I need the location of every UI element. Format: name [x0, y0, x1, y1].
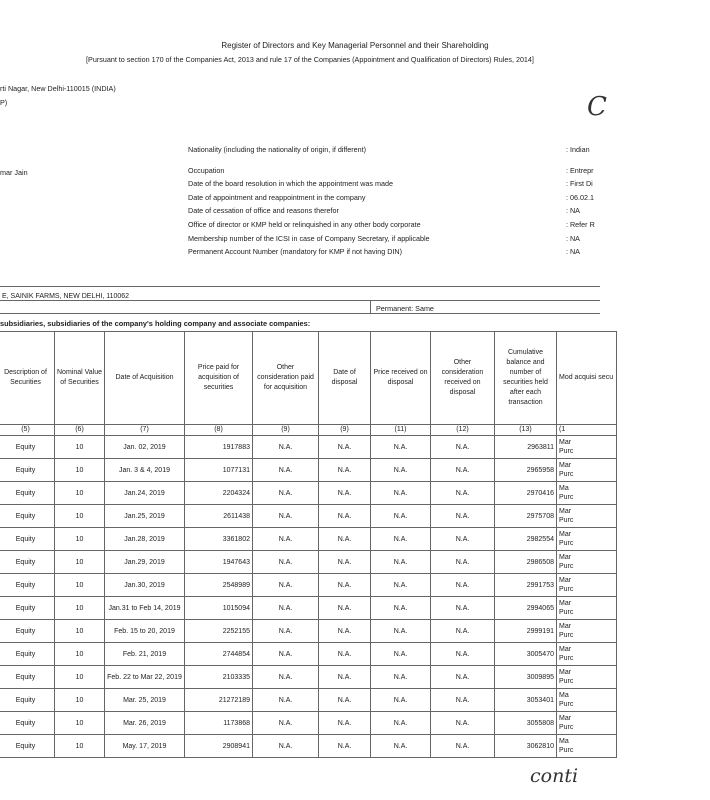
cell-price-received: N.A. — [371, 689, 431, 712]
mode-line-2: Purc — [559, 747, 574, 754]
cell-cumulative-balance: 3055808 — [495, 712, 557, 735]
cell-price-paid: 1947643 — [185, 551, 253, 574]
detail-label: Membership number of the ICSI in case of Company Secretary, if applicable — [188, 234, 430, 243]
cell-date-disposal: N.A. — [319, 436, 371, 459]
header-other-received: Other consideration received on disposal — [431, 332, 495, 425]
cell-price-received: N.A. — [371, 574, 431, 597]
mode-line-2: Purc — [559, 586, 574, 593]
table-row — [0, 574, 617, 597]
cell-other-received: N.A. — [431, 482, 495, 505]
cell-price-paid: 2908941 — [185, 735, 253, 758]
cell-date-acquisition: Jan.30, 2019 — [105, 574, 185, 597]
header-cumulative-balance: Cumulative balance and number of securities held after each transaction — [495, 332, 557, 425]
cell-nominal-value: 10 — [55, 482, 105, 505]
cell-price-paid: 1917883 — [185, 436, 253, 459]
mode-line-1: Mar — [559, 508, 572, 515]
mode-line-2: Purc — [559, 609, 574, 616]
mode-line-1: Mar — [559, 462, 572, 469]
cell-other-paid: N.A. — [253, 436, 319, 459]
mode-line-1: Mar — [559, 715, 572, 722]
cell-date-acquisition: Jan.28, 2019 — [105, 528, 185, 551]
cell-price-paid: 1173868 — [185, 712, 253, 735]
cell-price-received: N.A. — [371, 666, 431, 689]
cell-other-paid: N.A. — [253, 528, 319, 551]
cell-mode — [557, 482, 617, 505]
cell-date-disposal: N.A. — [319, 666, 371, 689]
mode-line-2: Purc — [559, 540, 574, 547]
cell-cumulative-balance: 2970416 — [495, 482, 557, 505]
cell-mode — [557, 620, 617, 643]
handwritten-mark: C — [587, 92, 607, 122]
divider-top — [0, 286, 600, 287]
cell-nominal-value: 10 — [55, 436, 105, 459]
mode-line-1: Mar — [559, 577, 572, 584]
cell-cumulative-balance: 3009895 — [495, 666, 557, 689]
mode-line-1: Mar — [559, 646, 572, 653]
cell-date-acquisition: Jan.31 to Feb 14, 2019 — [105, 597, 185, 620]
cell-other-received: N.A. — [431, 459, 495, 482]
cell-date-disposal: N.A. — [319, 574, 371, 597]
mode-line-2: Purc — [559, 655, 574, 662]
header-price-received: Price received on disposal — [371, 332, 431, 425]
cell-other-paid: N.A. — [253, 482, 319, 505]
index-cell: (11) — [371, 425, 431, 436]
index-cell: (9) — [319, 425, 371, 436]
cell-date-acquisition: Mar. 26, 2019 — [105, 712, 185, 735]
cell-price-received: N.A. — [371, 482, 431, 505]
cell-cumulative-balance: 2975708 — [495, 505, 557, 528]
cell-other-received: N.A. — [431, 528, 495, 551]
cell-cumulative-balance: 3053401 — [495, 689, 557, 712]
table-row — [0, 505, 617, 528]
table-row — [0, 712, 617, 735]
header-other-paid: Other consideration paid for acquisition — [253, 332, 319, 425]
cell-date-disposal: N.A. — [319, 643, 371, 666]
mode-line-1: Ma — [559, 485, 569, 492]
mode-line-2: Purc — [559, 517, 574, 524]
cell-price-received: N.A. — [371, 459, 431, 482]
cell-date-disposal: N.A. — [319, 482, 371, 505]
cell-mode — [557, 735, 617, 758]
cell-description: Equity — [0, 689, 55, 712]
cell-other-paid: N.A. — [253, 459, 319, 482]
cell-price-received: N.A. — [371, 436, 431, 459]
cell-price-paid: 2103335 — [185, 666, 253, 689]
table-body — [0, 425, 617, 758]
cell-other-paid: N.A. — [253, 643, 319, 666]
cell-date-disposal: N.A. — [319, 551, 371, 574]
cell-date-disposal: N.A. — [319, 528, 371, 551]
mode-line-2: Purc — [559, 563, 574, 570]
director-name: mar Jain — [0, 168, 28, 177]
cell-price-paid: 2548989 — [185, 574, 253, 597]
cell-cumulative-balance: 2999191 — [495, 620, 557, 643]
cell-price-paid: 2611438 — [185, 505, 253, 528]
header-description: Description of Securities — [0, 332, 55, 425]
cell-price-paid: 2252155 — [185, 620, 253, 643]
cell-date-disposal: N.A. — [319, 735, 371, 758]
cell-nominal-value: 10 — [55, 459, 105, 482]
index-cell: (6) — [55, 425, 105, 436]
register-subtitle: [Pursuant to section 170 of the Companies Act, 2013 and rule 17 of the Companies (Appointment and Qualification of Directors) Rules, 2014] — [86, 55, 534, 64]
divider-address — [0, 300, 600, 301]
index-cell: (13) — [495, 425, 557, 436]
table-row — [0, 643, 617, 666]
cell-description: Equity — [0, 459, 55, 482]
cell-nominal-value: 10 — [55, 597, 105, 620]
cell-description: Equity — [0, 666, 55, 689]
detail-value: : First Di — [566, 179, 593, 188]
cell-other-received: N.A. — [431, 574, 495, 597]
cell-other-paid: N.A. — [253, 620, 319, 643]
cell-other-received: N.A. — [431, 505, 495, 528]
detail-label: Date of appointment and reappointment in the company — [188, 193, 366, 202]
cell-description: Equity — [0, 482, 55, 505]
table-row — [0, 482, 617, 505]
cell-other-paid: N.A. — [253, 666, 319, 689]
cell-cumulative-balance: 2994065 — [495, 597, 557, 620]
header-date-acquisition: Date of Acquisition — [105, 332, 185, 425]
cell-date-disposal: N.A. — [319, 505, 371, 528]
cell-mode — [557, 643, 617, 666]
mode-line-2: Purc — [559, 494, 574, 501]
header-mode: Mod acquisi secu — [557, 332, 617, 425]
cell-description: Equity — [0, 436, 55, 459]
cell-description: Equity — [0, 712, 55, 735]
cell-mode — [557, 712, 617, 735]
mode-line-1: Mar — [559, 600, 572, 607]
cell-price-received: N.A. — [371, 643, 431, 666]
cell-nominal-value: 10 — [55, 551, 105, 574]
detail-value: : Entrepr — [566, 166, 594, 175]
table-row — [0, 620, 617, 643]
cell-other-received: N.A. — [431, 551, 495, 574]
cell-description: Equity — [0, 505, 55, 528]
cell-price-paid: 1077131 — [185, 459, 253, 482]
cell-date-acquisition: Feb. 22 to Mar 22, 2019 — [105, 666, 185, 689]
company-address: rti Nagar, New Delhi-110015 (INDIA) — [0, 84, 116, 93]
cell-date-disposal: N.A. — [319, 597, 371, 620]
index-row — [0, 425, 617, 436]
continued-note: conti — [530, 765, 579, 787]
detail-value: : NA — [566, 206, 580, 215]
detail-value: : NA — [566, 234, 580, 243]
header-date-disposal: Date of disposal — [319, 332, 371, 425]
cell-nominal-value: 10 — [55, 528, 105, 551]
cell-nominal-value: 10 — [55, 666, 105, 689]
cell-nominal-value: 10 — [55, 643, 105, 666]
index-cell: (7) — [105, 425, 185, 436]
cell-price-received: N.A. — [371, 505, 431, 528]
mode-line-1: Mar — [559, 531, 572, 538]
cell-other-received: N.A. — [431, 735, 495, 758]
detail-label: Date of the board resolution in which the appointment was made — [188, 179, 393, 188]
mode-line-2: Purc — [559, 701, 574, 708]
cell-other-paid: N.A. — [253, 597, 319, 620]
cell-price-received: N.A. — [371, 712, 431, 735]
cell-mode — [557, 689, 617, 712]
detail-label: Occupation — [188, 166, 225, 175]
cell-description: Equity — [0, 551, 55, 574]
mode-line-1: Mar — [559, 669, 572, 676]
detail-value: : Refer R — [566, 220, 595, 229]
cell-price-paid: 21272189 — [185, 689, 253, 712]
cell-description: Equity — [0, 620, 55, 643]
mode-line-1: Ma — [559, 692, 569, 699]
cell-nominal-value: 10 — [55, 620, 105, 643]
table-row — [0, 597, 617, 620]
cell-other-paid: N.A. — [253, 712, 319, 735]
mode-line-1: Ma — [559, 738, 569, 745]
cell-mode — [557, 551, 617, 574]
index-cell: (1 — [557, 425, 617, 436]
cell-date-acquisition: Jan. 3 & 4, 2019 — [105, 459, 185, 482]
cell-date-disposal: N.A. — [319, 689, 371, 712]
cell-cumulative-balance: 3005470 — [495, 643, 557, 666]
cell-description: Equity — [0, 735, 55, 758]
cell-description: Equity — [0, 597, 55, 620]
cell-other-received: N.A. — [431, 597, 495, 620]
cell-price-received: N.A. — [371, 597, 431, 620]
mode-line-2: Purc — [559, 724, 574, 731]
cell-mode — [557, 459, 617, 482]
table-header-row — [0, 332, 617, 425]
cell-cumulative-balance: 2991753 — [495, 574, 557, 597]
index-cell: (8) — [185, 425, 253, 436]
table-row — [0, 551, 617, 574]
table-row — [0, 528, 617, 551]
register-title: Register of Directors and Key Managerial Personnel and their Shareholding — [221, 41, 489, 50]
cell-price-paid: 2744854 — [185, 643, 253, 666]
mode-line-2: Purc — [559, 471, 574, 478]
cell-other-received: N.A. — [431, 436, 495, 459]
section-heading: subsidiaries, subsidiaries of the company's holding company and associate companies: — [0, 319, 311, 328]
cell-nominal-value: 10 — [55, 735, 105, 758]
cell-price-paid: 1015094 — [185, 597, 253, 620]
cell-price-received: N.A. — [371, 551, 431, 574]
cell-mode — [557, 666, 617, 689]
cell-other-received: N.A. — [431, 643, 495, 666]
cell-date-acquisition: May. 17, 2019 — [105, 735, 185, 758]
table-row — [0, 666, 617, 689]
mode-line-1: Mar — [559, 439, 572, 446]
cell-other-paid: N.A. — [253, 689, 319, 712]
cell-mode — [557, 528, 617, 551]
cell-date-acquisition: Jan.24, 2019 — [105, 482, 185, 505]
header-nominal-value: Nominal Value of Securities — [55, 332, 105, 425]
cell-cumulative-balance: 2986508 — [495, 551, 557, 574]
cell-date-acquisition: Feb. 21, 2019 — [105, 643, 185, 666]
detail-label: Nationality (including the nationality of origin, if different) — [188, 145, 367, 154]
table-row — [0, 735, 617, 758]
cell-cumulative-balance: 3062810 — [495, 735, 557, 758]
cell-other-paid: N.A. — [253, 551, 319, 574]
table-row — [0, 459, 617, 482]
permanent-divider — [370, 300, 371, 313]
cell-other-received: N.A. — [431, 620, 495, 643]
cell-other-paid: N.A. — [253, 735, 319, 758]
shareholding-table — [0, 331, 617, 758]
cell-date-acquisition: Jan. 02, 2019 — [105, 436, 185, 459]
cell-price-paid: 2204324 — [185, 482, 253, 505]
index-cell: (12) — [431, 425, 495, 436]
detail-label: Date of cessation of office and reasons therefor — [188, 206, 339, 215]
cell-other-received: N.A. — [431, 666, 495, 689]
cell-mode — [557, 505, 617, 528]
index-cell: (5) — [0, 425, 55, 436]
mode-line-2: Purc — [559, 632, 574, 639]
cell-price-paid: 3361802 — [185, 528, 253, 551]
cell-date-acquisition: Jan.25, 2019 — [105, 505, 185, 528]
cell-description: Equity — [0, 643, 55, 666]
permanent-address: Permanent: Same — [376, 304, 434, 313]
detail-label: Permanent Account Number (mandatory for KMP if not having DIN) — [188, 247, 402, 256]
mode-line-1: Mar — [559, 623, 572, 630]
mode-line-2: Purc — [559, 678, 574, 685]
cell-price-received: N.A. — [371, 620, 431, 643]
cell-mode — [557, 597, 617, 620]
header-price-paid: Price paid for acquisition of securities — [185, 332, 253, 425]
cell-date-disposal: N.A. — [319, 620, 371, 643]
detail-label: Office of director or KMP held or relinquished in any other body corporate — [188, 220, 421, 229]
cell-mode — [557, 574, 617, 597]
table-row — [0, 689, 617, 712]
cell-description: Equity — [0, 574, 55, 597]
detail-value: : 06.02.1 — [566, 193, 594, 202]
cell-other-received: N.A. — [431, 689, 495, 712]
divider-permanent — [0, 313, 600, 314]
cell-cumulative-balance: 2963811 — [495, 436, 557, 459]
company-label-fragment: P) — [0, 98, 8, 107]
cell-mode — [557, 436, 617, 459]
cell-date-disposal: N.A. — [319, 712, 371, 735]
cell-price-received: N.A. — [371, 735, 431, 758]
cell-price-received: N.A. — [371, 528, 431, 551]
table-row — [0, 436, 617, 459]
cell-date-acquisition: Mar. 25, 2019 — [105, 689, 185, 712]
cell-nominal-value: 10 — [55, 505, 105, 528]
cell-description: Equity — [0, 528, 55, 551]
cell-cumulative-balance: 2982554 — [495, 528, 557, 551]
index-cell: (9) — [253, 425, 319, 436]
cell-date-disposal: N.A. — [319, 459, 371, 482]
cell-other-received: N.A. — [431, 712, 495, 735]
cell-nominal-value: 10 — [55, 574, 105, 597]
cell-other-paid: N.A. — [253, 574, 319, 597]
cell-date-acquisition: Jan.29, 2019 — [105, 551, 185, 574]
present-address: E, SAINIK FARMS, NEW DELHI, 110062 — [2, 293, 130, 300]
cell-other-paid: N.A. — [253, 505, 319, 528]
cell-nominal-value: 10 — [55, 689, 105, 712]
mode-line-1: Mar — [559, 554, 572, 561]
cell-cumulative-balance: 2965958 — [495, 459, 557, 482]
cell-date-acquisition: Feb. 15 to 20, 2019 — [105, 620, 185, 643]
mode-line-2: Purc — [559, 448, 574, 455]
cell-nominal-value: 10 — [55, 712, 105, 735]
detail-value: : NA — [566, 247, 580, 256]
detail-value: : Indian — [566, 145, 590, 154]
